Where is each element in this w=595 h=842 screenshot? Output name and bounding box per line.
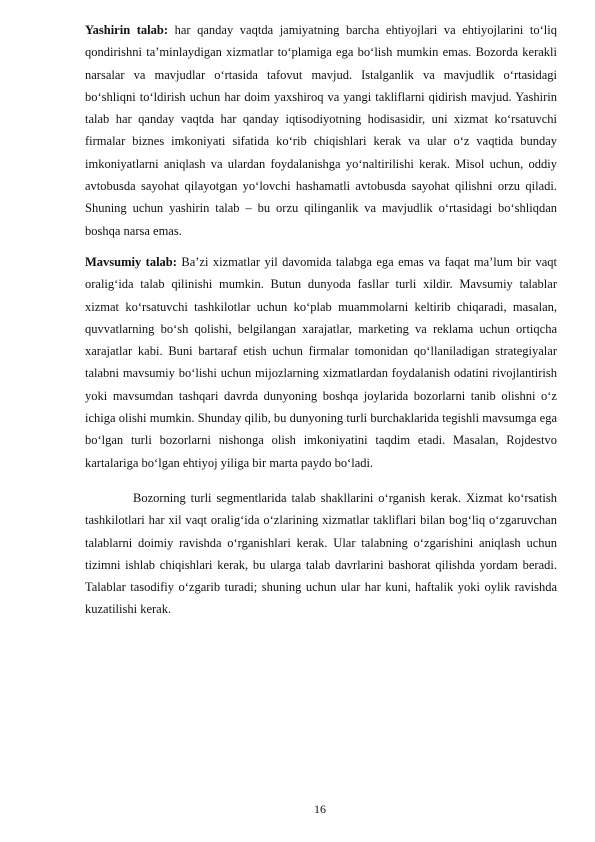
paragraph-text: Bozorning turli segmentlarida talab shakllarini o‘rganish kerak. Xizmat ko‘rsatish tashkilotlari har xil vaqt oralig‘ida o‘zlarining xizmatlar takliflari bilan bog‘liq o‘zgaruvchan talablarni doimiy ravishda o‘rganishlari kerak. Ular talabning o‘zgarishini aniqlash uchun tizimni ishlab chiqishlari kerak, bu ularga talab davrlarini bashorat qilishda yordam beradi. Talablar tasodifiy o‘zgarib turadi; shuning uchun ular har kuni, haftalik yoki oylik ravishda kuzatilishi kerak. xyxy=(85,490,557,617)
paragraph-text: Ba’zi xizmatlar yil davomida talabga ega emas va faqat ma’lum bir vaqt oralig‘ida talab qilinishi mumkin. Butun dunyoda fasllar turli xildir. Mavsumiy talablar xizmat ko‘rsatuvchi tashkilotlar uchun ko‘plab muammolarni keltirib chiqaradi, masalan, quvvatlarning bo‘sh qolishi, belgilangan xarajatlar, marketing va reklama uchun ortiqcha xarajatlar kabi. Buni bartaraf etish uchun firmalar tomonidan qo‘llaniladigan strategiyalar talabni mavsumiy bo‘lishi uchun mijozlarning xizmatlardan foydalanish odatini rivojlantirish yoki mavsumdan tashqari davrda dunyoning boshqa joylarida bozorlarni tanib olishni o‘z ichiga olishi mumkin. Shunday qilib, bu dunyoning turli burchaklarida tegishli mavsumga ega bo‘lgan turli bozorlarni nishonga olish imkoniyatini taqdim etadi. Masalan, Rojdestvo kartalariga bo‘lgan ehtiyoj yiliga bir marta paydo bo‘ladi. xyxy=(85,254,557,470)
page-content xyxy=(85,19,557,621)
paragraph-seasonal-demand xyxy=(85,251,557,474)
paragraph-demand-patterns xyxy=(85,487,557,621)
term-latent-demand: Yashirin talab: xyxy=(85,23,168,37)
page-number: 16 xyxy=(314,802,326,816)
paragraph-latent-demand xyxy=(85,19,557,242)
paragraph-text: har qanday vaqtda jamiyatning barcha ehtiyojlari va ehtiyojlarini to‘liq qondirishni ta’minlaydigan xizmatlar to‘plamiga ega bo‘lish mumkin emas. Bozorda kerakli narsalar va mavjudlar o‘rtasida tafovut mavjud. Istalganlik va mavjudlik o‘rtasidagi bo‘shliqni to‘ldirish uchun har doim yaxshiroq va yangi takliflarni qidirish mavjud. Yashirin talab har qanday vaqtda har qanday iqtisodiyotning hodisasidir, uni xizmat ko‘rsatuvchi firmalar biznes imkoniyati sifatida ko‘rib chiqishlari kerak va ular o‘z vaqtida bunday imkoniyatlarni aniqlash va ulardan foydalanishga yo‘naltirilishi kerak. Misol uchun, oddiy avtobusda sayohat qilayotgan yo‘lovchi hashamatli avtobusda sayohat qilishni orzu qiladi. Shuning uchun yashirin talab – bu orzu qilinganlik va mavjudlik o‘rtasidagi bo‘shliqdan boshqa narsa emas. xyxy=(85,23,558,238)
term-seasonal-demand: Mavsumiy talab: xyxy=(85,254,177,269)
